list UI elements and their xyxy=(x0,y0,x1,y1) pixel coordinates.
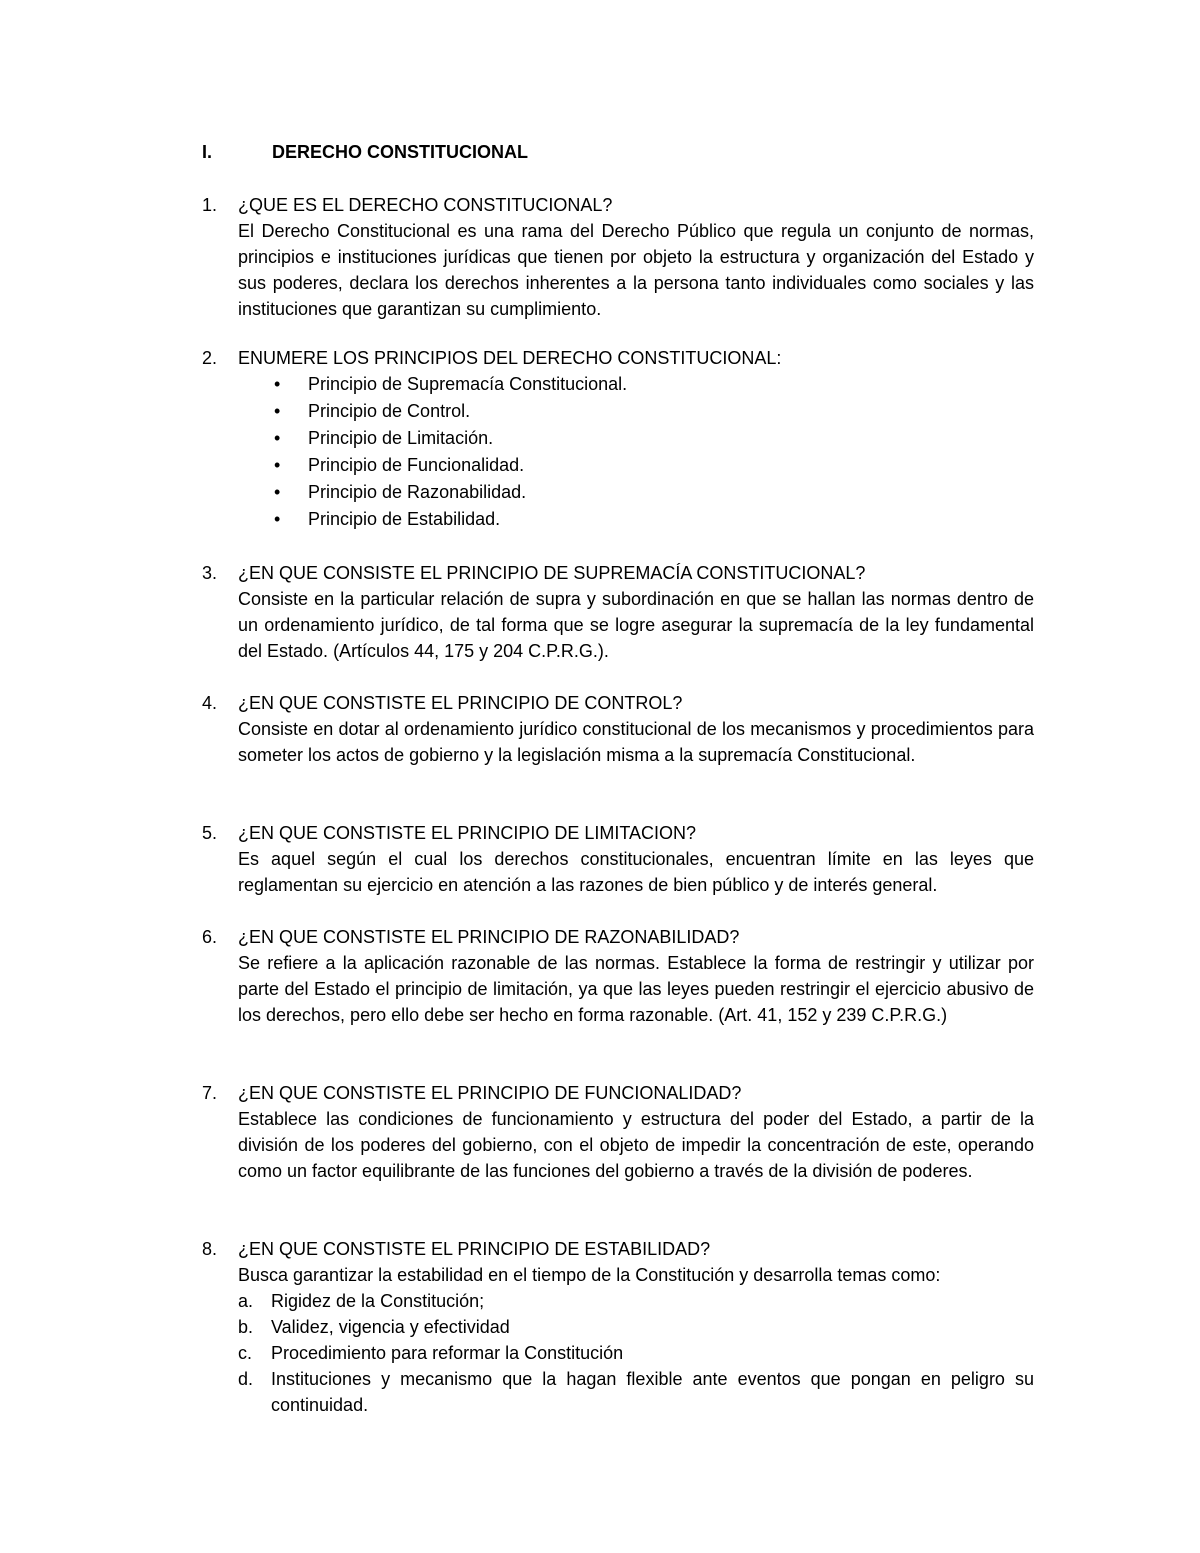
question-answer: Es aquel según el cual los derechos constitucionales, encuentran límite en las leyes que reglamentan su ejercicio en atención a las razones de bien público y de interés general. xyxy=(238,849,1034,895)
list-item xyxy=(238,425,1034,452)
bullet-icon: • xyxy=(274,374,281,394)
question-title: ¿EN QUE CONSTISTE EL PRINCIPIO DE LIMITACION? xyxy=(238,823,697,843)
list-item xyxy=(238,452,1034,479)
question-answer: Consiste en la particular relación de supra y subordinación en que se hallan las normas dentro de un ordenamiento jurídico, de tal forma que se logre asegurar la supremacía de la ley fundamental del Estado. (Artículos 44, 175 y 204 C.P.R.G.). xyxy=(238,589,1034,661)
question-title: ¿EN QUE CONSTISTE EL PRINCIPIO DE ESTABILIDAD? xyxy=(238,1239,711,1259)
question-title: ¿EN QUE CONSTISTE EL PRINCIPIO DE CONTROL? xyxy=(238,693,683,713)
question-4 xyxy=(202,690,1034,768)
question-3 xyxy=(202,560,1034,664)
question-1 xyxy=(202,192,1034,322)
question-5 xyxy=(202,820,1034,898)
list-item-letter: c. xyxy=(238,1343,253,1363)
list-item xyxy=(238,506,1034,533)
question-number: 3. xyxy=(202,563,218,583)
question-number: 1. xyxy=(202,195,218,215)
question-answer: El Derecho Constitucional es una rama del Derecho Público que regula un conjunto de normas, principios e instituciones jurídicas que tienen por objeto la estructura y organización del Estado y sus poderes, declara los derechos inherentes a la persona tanto individuales como sociales y las instituciones que garantizan su cumplimiento. xyxy=(238,221,1034,319)
list-item xyxy=(238,1340,1034,1366)
bullet-icon: • xyxy=(274,455,281,475)
principles-list xyxy=(238,371,1034,533)
list-item xyxy=(238,479,1034,506)
list-item-letter: b. xyxy=(238,1317,254,1337)
list-item xyxy=(238,1366,1034,1418)
list-item-text: Procedimiento para reformar la Constitución xyxy=(271,1343,624,1363)
stability-topics-list xyxy=(238,1288,1034,1418)
bullet-icon: • xyxy=(274,401,281,421)
list-item-letter: a. xyxy=(238,1291,254,1311)
bullet-icon: • xyxy=(274,509,281,529)
question-8 xyxy=(202,1236,1034,1418)
question-number: 6. xyxy=(202,927,218,947)
list-item-text: Principio de Control. xyxy=(308,401,471,421)
question-7 xyxy=(202,1080,1034,1184)
question-2 xyxy=(202,345,1034,533)
list-item-text: Principio de Razonabilidad. xyxy=(308,482,527,502)
list-item xyxy=(238,398,1034,425)
question-number: 4. xyxy=(202,693,218,713)
question-answer: Establece las condiciones de funcionamiento y estructura del poder del Estado, a partir de la división de los poderes del gobierno, con el objeto de impedir la concentración de este, operando como un factor equilibrante de las funciones del gobierno a través de la división de poderes. xyxy=(238,1109,1034,1181)
question-number: 7. xyxy=(202,1083,218,1103)
list-item xyxy=(238,371,1034,398)
question-6 xyxy=(202,924,1034,1028)
question-title: ¿EN QUE CONSTISTE EL PRINCIPIO DE RAZONABILIDAD? xyxy=(238,927,740,947)
list-item-text: Principio de Limitación. xyxy=(308,428,494,448)
question-number: 5. xyxy=(202,823,218,843)
question-title: ¿EN QUE CONSISTE EL PRINCIPIO DE SUPREMACÍA CONSTITUCIONAL? xyxy=(238,563,866,583)
bullet-icon: • xyxy=(274,482,281,502)
question-title: ENUMERE LOS PRINCIPIOS DEL DERECHO CONSTITUCIONAL: xyxy=(238,348,782,368)
question-title: ¿QUE ES EL DERECHO CONSTITUCIONAL? xyxy=(238,195,613,215)
question-number: 2. xyxy=(202,348,218,368)
question-answer: Busca garantizar la estabilidad en el tiempo de la Constitución y desarrolla temas como: xyxy=(238,1265,941,1285)
list-item-text: Rigidez de la Constitución; xyxy=(271,1291,485,1311)
list-item-text: Principio de Supremacía Constitucional. xyxy=(308,374,628,394)
question-answer: Consiste en dotar al ordenamiento jurídico constitucional de los mecanismos y procedimientos para someter los actos de gobierno y la legislación misma a la supremacía Constitucional. xyxy=(238,719,1034,765)
list-item-text: Validez, vigencia y efectividad xyxy=(271,1317,510,1337)
list-item xyxy=(238,1314,1034,1340)
bullet-icon: • xyxy=(274,428,281,448)
list-item-text: Principio de Funcionalidad. xyxy=(308,455,525,475)
question-title: ¿EN QUE CONSTISTE EL PRINCIPIO DE FUNCIONALIDAD? xyxy=(238,1083,742,1103)
section-number: I. xyxy=(202,142,213,162)
section-title: DERECHO CONSTITUCIONAL xyxy=(272,142,528,162)
list-item-text: Principio de Estabilidad. xyxy=(308,509,501,529)
list-item xyxy=(238,1288,1034,1314)
list-item-letter: d. xyxy=(238,1369,254,1389)
question-answer: Se refiere a la aplicación razonable de las normas. Establece la forma de restringir y utilizar por parte del Estado el principio de limitación, ya que las leyes pueden restringir el ejercicio abusivo de los derechos, pero ello debe ser hecho en forma razonable. (Art. 41, 152 y 239 C.P.R.G.) xyxy=(238,953,1034,1025)
section-heading xyxy=(202,141,528,163)
list-item-text: Instituciones y mecanismo que la hagan flexible ante eventos que pongan en peligro su continuidad. xyxy=(271,1369,1034,1415)
question-number: 8. xyxy=(202,1239,218,1259)
